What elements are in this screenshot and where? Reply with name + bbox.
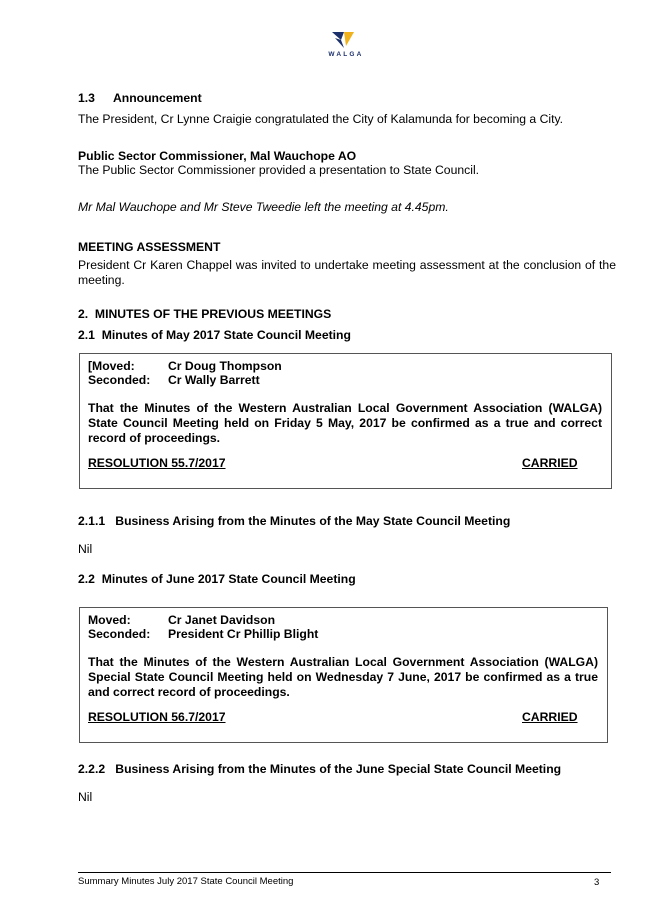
seconded-value: President Cr Phillip Blight — [168, 627, 319, 641]
moved-row — [88, 613, 275, 627]
announcement-heading — [78, 91, 202, 105]
moved-value: Cr Janet Davidson — [168, 613, 276, 627]
resolution-number: RESOLUTION 55.7/2017 — [88, 456, 226, 470]
moved-label: Moved: — [88, 613, 131, 627]
commissioner-note: Mr Mal Wauchope and Mr Steve Tweedie left the meeting at 4.45pm. — [78, 200, 449, 214]
section2-2-heading: 2.2 Minutes of June 2017 State Council Meeting — [78, 572, 356, 586]
resolution-status: CARRIED — [522, 710, 578, 724]
announcement-number: 1.3 — [78, 91, 95, 105]
seconded-row — [88, 373, 260, 387]
footer-rule — [78, 872, 611, 873]
logo-text: WALGA — [328, 51, 364, 58]
motion-box-may — [79, 353, 612, 489]
section2-1-heading: 2.1 Minutes of May 2017 State Council Meeting — [78, 328, 351, 342]
footer-title: Summary Minutes July 2017 State Council Meeting — [78, 876, 294, 887]
page-number: 3 — [594, 877, 600, 888]
seconded-label: Seconded: — [88, 627, 151, 641]
moved-label: [Moved: — [88, 359, 135, 373]
section2-1-1-heading: 2.1.1 Business Arising from the Minutes of the May State Council Meeting — [78, 514, 511, 528]
announcement-title: Announcement — [112, 91, 202, 105]
seconded-value: Cr Wally Barrett — [168, 373, 260, 387]
motion-text: That the Minutes of the Western Australian Local Government Association (WALGA) State Council Meeting held on Friday 5 May, 2017 be confirmed as a true and correct record of proceedings. — [88, 401, 602, 445]
resolution-number: RESOLUTION 56.7/2017 — [88, 710, 226, 724]
nil-text: Nil — [78, 542, 93, 556]
section2-2-2-heading: 2.2.2 Business Arising from the Minutes of the June Special State Council Meeting — [78, 762, 562, 776]
resolution-status: CARRIED — [522, 456, 578, 470]
motion-box-june — [79, 607, 608, 743]
assessment-text: President Cr Karen Chappel was invited to undertake meeting assessment at the conclusion of the meeting. — [78, 258, 616, 287]
moved-value: Cr Doug Thompson — [168, 359, 282, 373]
seconded-row — [88, 627, 318, 641]
nil-text: Nil — [78, 790, 93, 804]
commissioner-heading: Public Sector Commissioner, Mal Wauchope AO — [78, 149, 357, 163]
motion-text: That the Minutes of the Western Australian Local Government Association (WALGA) Special State Council Meeting held on Wednesday 7 June, 2017 be confirmed as a true and correct record of proceedings. — [88, 655, 598, 699]
assessment-heading: MEETING ASSESSMENT — [78, 240, 221, 254]
moved-row — [88, 359, 282, 373]
seconded-label: Seconded: — [88, 373, 151, 387]
announcement-text: The President, Cr Lynne Craigie congratulated the City of Kalamunda for becoming a City. — [78, 112, 564, 126]
commissioner-text: The Public Sector Commissioner provided a presentation to State Council. — [78, 163, 480, 177]
section2-heading: 2. MINUTES OF THE PREVIOUS MEETINGS — [78, 307, 332, 321]
